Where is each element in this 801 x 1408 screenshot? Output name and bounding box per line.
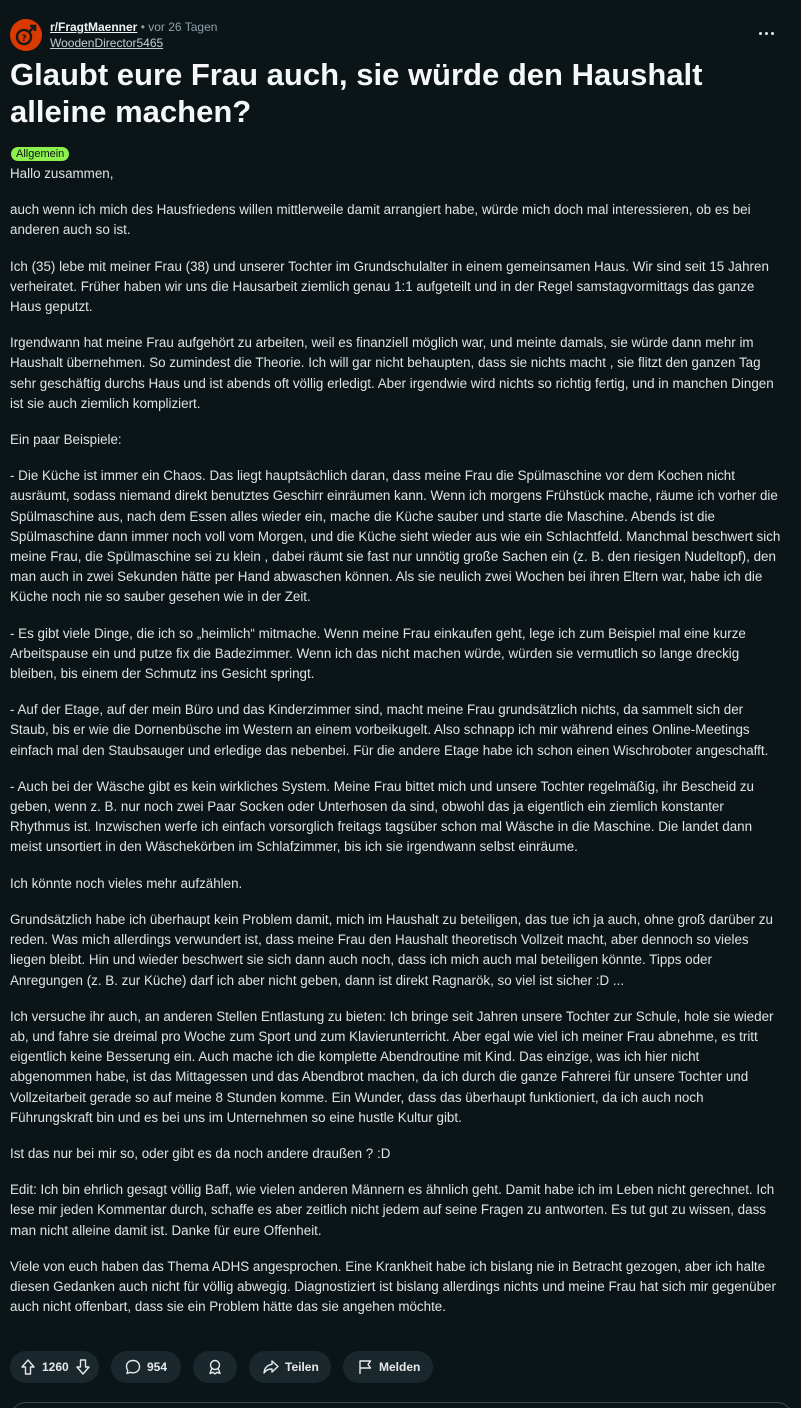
award-icon <box>206 1358 224 1376</box>
body-paragraph: Edit: Ich bin ehrlich gesagt völlig Baff, wie vielen anderen Männern es ähnlich geht. Damit habe ich im Leben nicht gerechnet. Ich lese mir jeden Kommentar durch, schaffe es aber zeitlich nicht jedem auf seine Fragen zu antworten. Es tut gut zu wissen, dass man nicht alleine damit ist. Danke für eure Offenheit. <box>10 1182 775 1238</box>
more-options-icon[interactable] <box>757 25 777 41</box>
body-paragraph: Grundsätzlich habe ich überhaupt kein Problem damit, mich im Haushalt zu beteiligen, das tue ich ja auch, ohne groß darüber zu reden. Was mich allerdings verwundert ist, dass meine Frau den Haushalt theoretisch Vollzeit macht, aber dennoch so vieles liegen bleibt. Hin und wieder beschwert sie sich dann auch noch, dass ich mich auch mal beteiligen könnte. Tipps oder Anregungen (z. B. zur Küche) darf ich aber nicht geben, dann ist direkt Ragnarök, so viel ist sicher :D ... <box>10 911 773 988</box>
subreddit-link[interactable]: r/FragtMaenner <box>50 20 138 34</box>
body-paragraph: - Auch bei der Wäsche gibt es kein wirkliches System. Meine Frau bittet mich und unsere Tochter regelmäßig, ihr Bescheid zu geben, wenn z. B. nur noch zwei Paar Socken oder Unterhosen da sind, obwohl das ja eigentlich ein ziemlich konstanter Rhythmus ist. Inzwischen werfe ich einfach vorsorglich freitags tagsüber schon mal Wäsche in die Maschine. Die landet dann meist unsortiert in den Wäschekörben im Schlafzimmer, bis ich sie irgendwann selbst einräume. <box>10 778 755 855</box>
vote-count: 1260 <box>42 1360 69 1374</box>
downvote-arrow-icon[interactable] <box>74 1358 92 1376</box>
report-button[interactable] <box>343 1351 433 1383</box>
body-paragraph: Ist das nur bei mir so, oder gibt es da noch andere draußen ? :D <box>10 1145 391 1161</box>
body-paragraph: Ich (35) lebe mit meiner Frau (38) und unserer Tochter im Grundschulalter in einem gemeinsamen Haus. Wir sind seit 15 Jahren verheiratet. Früher haben wir uns die Hausarbeit ziemlich genau 1:1 aufgeteilt und in der Regel samstagvormittags das ganze Haus geputzt. <box>10 258 769 315</box>
svg-text:?: ? <box>21 34 27 44</box>
post-meta <box>50 19 217 51</box>
subreddit-avatar-icon[interactable] <box>10 19 42 51</box>
post-header <box>10 17 791 51</box>
comment-input-edge[interactable] <box>10 1402 793 1408</box>
body-paragraph: Ein paar Beispiele: <box>10 432 122 448</box>
vote-group <box>10 1351 99 1383</box>
body-paragraph: Hallo zusammen, <box>10 166 114 181</box>
body-paragraph: Viele von euch haben das Thema ADHS angesprochen. Eine Krankheit habe ich bislang nie in Betracht gezogen, aber ich halte diesen Gedanken auch nicht für völlig abwegig. Diagnostiziert ist bislang allerdings nichts und meine Frau hat sich mir gegenüber auch nicht offenbart, dass sie ein Problem hätte das sie angehen möchte. <box>10 1258 776 1315</box>
body-paragraph: - Die Küche ist immer ein Chaos. Das liegt hauptsächlich daran, dass meine Frau die Spülmaschine vor dem Kochen nicht ausräumt, sodass niemand direkt benutztes Geschirr einräumen kann. Wenn ich morgens Frühstück mache, räume ich vorher die Spülmaschine aus, nach dem Essen alles wieder ein, mache die Küche sauber und starte die Maschine. Abends ist die Spülmaschine dann immer noch voll vom Morgen, und die Küche sieht wieder aus wie ein Schlachtfeld. Manchmal beschwert sich meine Frau, die Spülmaschine sei zu klein , dabei räumt sie fast nur unnötig große Sachen ein (z. B. den riesigen Nudeltopf), den man auch in zwei Sekunden hätte per Hand abwaschen können. Als sie neulich zwei Wochen bei ihren Eltern war, habe ich die Küche noch nie so sauber gesehen wie in der Zeit. <box>10 468 781 605</box>
flag-icon <box>356 1358 374 1376</box>
share-arrow-icon <box>262 1358 280 1376</box>
upvote-arrow-icon[interactable] <box>19 1358 37 1376</box>
share-label: Teilen <box>285 1360 319 1374</box>
report-label: Melden <box>379 1360 421 1374</box>
author-link[interactable]: WoodenDirector5465 <box>50 36 164 50</box>
comments-button[interactable] <box>111 1351 181 1383</box>
post-flair[interactable]: Allgemein <box>11 147 69 161</box>
comment-count: 954 <box>147 1360 168 1374</box>
body-paragraph: - Es gibt viele Dinge, die ich so „heimlich“ mitmache. Wenn meine Frau einkaufen geht, lege ich zum Beispiel mal eine kurze Arbeitspause ein und putze fix die Badezimmer. Wenn ich das nicht machen würde, würden sie vermutlich so lange dreckig bleiben, bis einem der Schmutz ins Gesicht springt. <box>10 625 746 682</box>
body-paragraph: Irgendwann hat meine Frau aufgehört zu arbeiten, weil es finanziell möglich war, und meinte damals, sie würde dann mehr im Haushalt übernehmen. So zumindest die Theorie. Ich will gar nicht behaupten, dass sie nichts macht , sie flitzt den ganzen Tag sehr geschäftig durchs Haus und ist abends oft völlig erledigt. Aber irgendwie wird nichts so richtig fertig, und in manchen Dingen ist sie auch ziemlich kompliziert. <box>10 335 774 411</box>
post-action-bar <box>10 1351 791 1383</box>
post-body <box>10 164 781 1333</box>
award-button[interactable] <box>193 1351 237 1383</box>
body-paragraph: - Auf der Etage, auf der mein Büro und das Kinderzimmer sind, macht meine Frau grundsätzlich nichts, da sammelt sich der Staub, bis er wie die Dornenbüsche im Western an einem vorbeikugelt. Also schnapp ich mir während eines Online-Meetings einfach mal den Staubsauger und erledige das nebenbei. Für die andere Etage habe ich schon einen Wischroboter angeschafft. <box>10 702 769 758</box>
body-paragraph: Ich könnte noch vieles mehr aufzählen. <box>10 875 243 891</box>
body-paragraph: auch wenn ich mich des Hausfriedens willen mittlerweile damit arrangiert habe, würde mich doch mal interessieren, ob es bei anderen auch so ist. <box>10 202 751 238</box>
body-paragraph: Ich versuche ihr auch, an anderen Stellen Entlastung zu bieten: Ich bringe seit Jahren unsere Tochter zur Schule, hole sie wieder ab, und fahre sie dreimal pro Woche zum Sport und zum Klavierunterricht. Aber egal wie viel ich meiner Frau abnehme, es tritt eigentlich keine Besserung ein. Auch mache ich die komplette Abendroutine mit Kind. Das einzige, was ich hier nicht abgenommen habe, ist das Mittagessen und das Abendbrot machen, da ich durch die ganze Fahrerei für unsere Tochter und Vollzeitarbeit gerade so auf meine 8 Stunden komme. Ein Wunder, dass das überhaupt funktioniert, da ich auch noch Führungskraft bin und es bei uns im Unternehmen so eine hustle Kultur gibt. <box>10 1008 774 1125</box>
comment-bubble-icon <box>124 1358 142 1376</box>
post-title: Glaubt eure Frau auch, sie würde den Haushalt alleine machen? <box>10 57 703 129</box>
meta-separator: • <box>140 20 145 34</box>
share-button[interactable] <box>249 1351 331 1383</box>
post-time: vor 26 Tagen <box>148 20 218 34</box>
